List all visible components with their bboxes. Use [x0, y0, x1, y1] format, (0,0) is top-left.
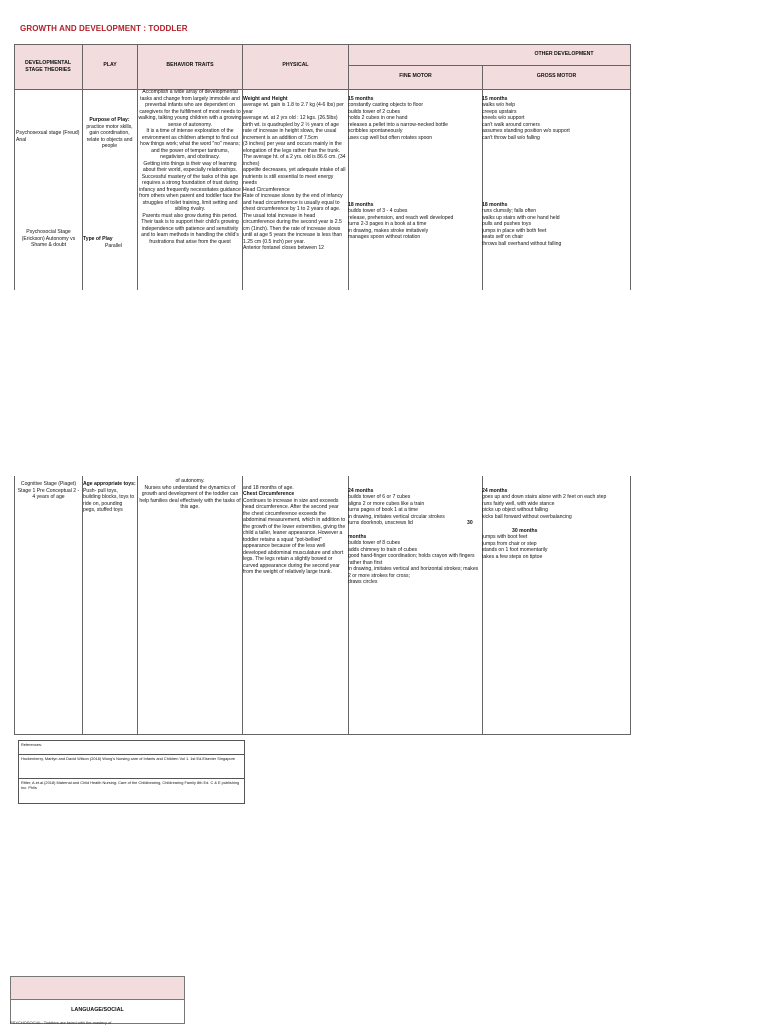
play-type-label: Type of Play [83, 236, 113, 242]
physical-cc-text: Continues to increase in size and exceeds head circumference. After the second year the chest circumference exceeds the abdominal measurement, which in addition to the growth of the lower extremities, giving the child a taller, leaner appearance. However a toddler retains a squat "pot-bellied" appearance because of the less well developed abdominal musculature and short legs. The legs retain a slightly bowed or curved appearance during the second year from the weight of relatively large trunk. [243, 497, 346, 576]
play-toys-label: Age appropriate toys: [83, 481, 136, 487]
gross-motor-18-title: 18 months [482, 201, 508, 208]
reference-1: Hockenberry, Marilyn and David Wilson (2016) Wong's Nursing care of Infants and Children Vol 1. 1st Ed.Elsevier Singapore [19, 755, 244, 779]
header-gross-motor: GROSS MOTOR [536, 73, 577, 79]
references-box [18, 740, 245, 804]
header-dev-stage: DEVELOPMENTAL STAGE THEORIES [24, 60, 71, 73]
gross-motor-24-text: goes up and down stairs alone with 2 feet on each step runs fairly well, with wide stance picks up object without falling kicks ball forward without overbalancing [482, 494, 607, 520]
header-sub-line [348, 65, 630, 66]
play-toys [83, 481, 136, 514]
play-purpose [83, 117, 136, 150]
behavior-p7: Nurses who understand the dynamics of growth and development of the toddler can help families deal effectively with the tasks of this age. [139, 484, 241, 511]
dev-stage-psychosexual: Psychosexual stage (Freud) Anal [16, 130, 80, 143]
language-social-header: LANGUAGE/SOCIAL [71, 1007, 124, 1013]
fine-motor-24 [348, 481, 481, 527]
physical-cc-title: Chest Circumference [243, 491, 295, 498]
gross-motor-30-text: jumps with boot feet jumps from chair or step stands on 1 foot momentarily takes a few steps on tiptoe [482, 534, 548, 560]
fine-motor-30-number: 30 [467, 520, 473, 526]
col-line-6 [630, 44, 631, 290]
fine-motor-18-text: builds tower of 3 - 4 cubes release, prehension, and reach well developed turns 2-3 pages in a book at a time in drawing, makes stroke imitatively manages spoon without rotation [348, 208, 454, 241]
language-social-band [11, 977, 184, 1000]
behavior-text-upper [138, 89, 242, 290]
col-line-1 [82, 44, 83, 290]
behavior-p1: Accomplish a wide array of developmental tasks and change from largely immobile and preverbal infants who are dependent on caregivers for the fulfillment of most needs to walking, talking young children with a growing sense of autonomy. [138, 89, 242, 128]
play-toys-text: Push- pull toys, building blocks, toys to ride on, pounding pegs, stuffed toys [83, 487, 135, 514]
lower-col-line-1 [82, 476, 83, 734]
header-fine-motor: FINE MOTOR [399, 73, 432, 79]
gross-motor-15-title: 15 months [482, 95, 508, 102]
gross-motor-18-text: runs clumsily; falls often walks up stairs with one hand held pulls and pushes toys jumps in place with both feet seats self on chair throws ball overhand without falling [482, 208, 562, 247]
col-line-4 [348, 44, 349, 290]
physical-hc-cont: and 18 months of age. [243, 484, 294, 491]
gross-motor-15-text: walks w/o help creeps upstairs kneels w/o support can't walk around corners assumes standing position w/o support can't throw ball w/o falling [482, 102, 570, 141]
lower-col-line-0 [14, 476, 15, 734]
header-top-line [14, 44, 630, 45]
header-physical: PHYSICAL [282, 62, 309, 68]
play-type [83, 236, 136, 249]
physical-text-upper [243, 89, 347, 290]
gross-motor-24 [482, 481, 629, 520]
dev-stage-cognitive: Cognitive Stage (Piaget) Stage 1 Pre Conceptual 2 - 4 years of age [17, 481, 80, 501]
dev-stage-psychosocial: Psychosocial Stage (Erickson) Autonomy vs Shame & doubt [21, 229, 76, 249]
physical-text-lower [243, 478, 347, 576]
fine-motor-18 [348, 195, 481, 241]
behavior-p4: Successful mastery of the tasks of this age requires a strong foundation of trust during infancy and frequently necessitates guidance from others when parent and toddler face the struggles of toilet training, limit setting and sibling rivalry. [139, 173, 241, 213]
fine-motor-15 [348, 89, 481, 141]
physical-wh-text: average wt. gain is 1.8 to 2.7 kg (4-6 lbs) per year average wt. at 2 yrs old : 12 kgs. (26.5lbs) birth wt. is quadrupled by 2 ½ years of age rate of increase in height slows, the usual increment is an addition of 7.5cm (3 inches) per year and occurs mainly in the elongation of the legs rather than the trunk. The average ht. of a 2 yrs. old is 86.6 cm. (34 inches) appetite decreases, yet adequate intake of all nutrients is still essential to meet energy needs [243, 102, 346, 187]
header-behavior: BEHAVIOR TRAITS [166, 62, 214, 68]
physical-hc-text: Rate of increase slows by the end of infancy and head circumference is usually equal to chest circumference by 1 to 2 years of age. The usual total increase in head circumference during the second year is 2.5 cm (1inch). Then the rate of increase slows until at age 5 years the increase is less than 1.25 cm (0.5 inch) per year. Anterior fontanel closes between 12 [243, 193, 343, 252]
behavior-p6: of autonomy. [175, 478, 205, 484]
physical-wh-title: Weight and Height [243, 95, 288, 102]
fine-motor-30-title: months [348, 533, 367, 540]
header-other-development: OTHER DEVELOPMENT [534, 51, 594, 57]
header-play: PLAY [103, 62, 117, 68]
references-label: References: [19, 741, 244, 755]
fine-motor-24-text: builds tower of 6 or 7 cubes aligns 2 or more cubes like a train turns pages of book 1 at a time in drawing, imitates vertical circular strokes turns doorknob, unscrews lid [348, 494, 445, 527]
play-purpose-label: Purpose of Play: [89, 117, 130, 123]
play-type-text: Parallel [105, 242, 122, 249]
gross-motor-30 [482, 521, 629, 560]
language-social-text: PSYCHOSOCIAL: Toddlers are faced with the mastery of [10, 1020, 112, 1025]
behavior-p2: It is a time of intense exploration of the environment as children attempt to find out how things work; what the word "no" means; and the power of temper tantrums, negativism, and obstinacy. [140, 128, 240, 161]
behavior-p3: Getting into things is their way of learning about their world, especially relationships. [142, 160, 238, 174]
col-line-0 [14, 44, 15, 290]
fine-motor-15-text: constantly casting objects to floor builds tower of 2 cubes holds 2 cubes in one hand releases a pellet into a narrow-necked bottle scribbles spontaneously uses cup well but often rotates spoon [348, 102, 448, 141]
fine-motor-30-text: builds tower of 8 cubes adds chimney to train of cubes good hand-finger coordination; holds crayon with fingers rather than first in drawing, imitates vertical and horizontal strokes; makes 2 or more strokes for cross; draws circles [348, 540, 479, 586]
lower-col-line-6 [630, 476, 631, 734]
fine-motor-15-title: 15 months [348, 95, 374, 102]
language-social-box [10, 976, 185, 1024]
lower-col-line-2 [137, 476, 138, 734]
play-purpose-text: practice motor skills, gain coordination, relate to objects and people [86, 123, 133, 150]
behavior-text-lower [138, 478, 242, 511]
gross-motor-15 [482, 89, 629, 141]
physical-hc-title: Head Circumference [243, 186, 290, 193]
page-title: GROWTH AND DEVELOPMENT : TODDLER [20, 24, 188, 33]
gross-motor-18 [482, 195, 629, 247]
lower-bottom-line [14, 734, 631, 735]
reference-2: Ritter, A.et.al.(2018) Maternal and Child Health Nursing: Care of the Childbearing, Childrearing Family 8th Ed. C & E publishing Inc. Phils [21, 780, 240, 791]
gross-motor-30-title: 30 months [512, 527, 538, 534]
fine-motor-18-title: 18 months [348, 201, 374, 208]
fine-motor-24-title: 24 months [348, 487, 374, 494]
behavior-p5: Parents must also grow during this period. Their task is to support their child's growing independence with patience and sensitivity and to learn methods in handling the child's frustrations that arise from the quest [141, 212, 239, 245]
fine-motor-30 [348, 527, 481, 586]
gross-motor-24-title: 24 months [482, 487, 508, 494]
